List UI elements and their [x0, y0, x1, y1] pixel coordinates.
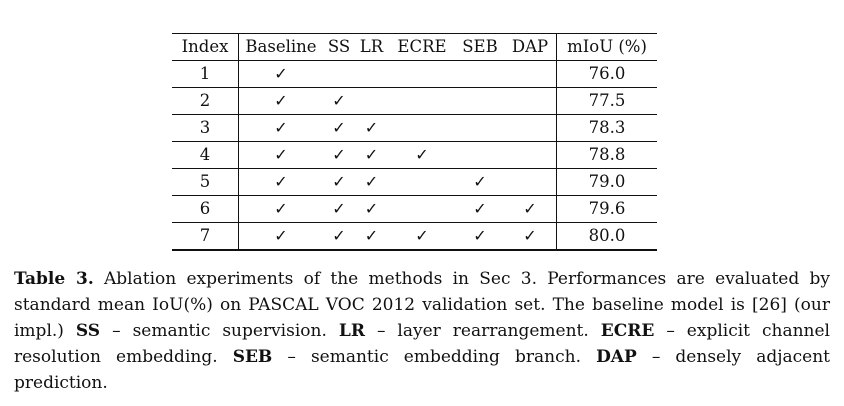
- cell-ss-check: ✓: [323, 115, 355, 142]
- header-ss: SS: [323, 34, 355, 61]
- cell-lr-check: ✓: [355, 169, 388, 196]
- cell-lr-check: ✓: [355, 142, 388, 169]
- header-dap: DAP: [504, 34, 557, 61]
- cell-baseline-check: ✓: [239, 196, 324, 223]
- table-row: [172, 142, 657, 169]
- cell-baseline-check: ✓: [239, 88, 324, 115]
- cell-seb-check: ✓: [456, 223, 504, 251]
- cell-dap-check: [504, 61, 557, 88]
- cell-miou: 79.6: [557, 196, 658, 223]
- table-row: [172, 115, 657, 142]
- cell-index: 5: [172, 169, 239, 196]
- ablation-table-container: [172, 33, 657, 251]
- ablation-table: [172, 33, 657, 251]
- cell-seb-check: [456, 61, 504, 88]
- cell-baseline-check: ✓: [239, 61, 324, 88]
- cell-miou: 78.8: [557, 142, 658, 169]
- cell-ecre-check: ✓: [388, 142, 456, 169]
- cell-index: 4: [172, 142, 239, 169]
- cell-ecre-check: ✓: [388, 223, 456, 251]
- cell-dap-check: ✓: [504, 196, 557, 223]
- table-row: [172, 88, 657, 115]
- cell-index: 2: [172, 88, 239, 115]
- cell-baseline-check: ✓: [239, 142, 324, 169]
- cell-miou: 80.0: [557, 223, 658, 251]
- cell-dap-check: [504, 169, 557, 196]
- cell-index: 7: [172, 223, 239, 251]
- cell-seb-check: [456, 115, 504, 142]
- cell-seb-check: [456, 142, 504, 169]
- cell-ecre-check: [388, 88, 456, 115]
- cell-miou: 77.5: [557, 88, 658, 115]
- cell-index: 3: [172, 115, 239, 142]
- cell-miou: 76.0: [557, 61, 658, 88]
- header-ecre: ECRE: [388, 34, 456, 61]
- caption-seb-definition: – semantic embedding branch.: [272, 347, 597, 367]
- cell-ss-check: ✓: [323, 88, 355, 115]
- caption-ecre-definition: – explicit channel resolution embedding.: [14, 321, 830, 367]
- table-row: [172, 61, 657, 88]
- caption-dap-definition: – densely adjacent prediction.: [14, 347, 830, 393]
- cell-lr-check: [355, 88, 388, 115]
- caption-lr-definition: – layer rearrangement.: [364, 321, 601, 341]
- cell-miou: 78.3: [557, 115, 658, 142]
- cell-dap-check: ✓: [504, 223, 557, 251]
- cell-baseline-check: ✓: [239, 115, 324, 142]
- cell-ss-check: ✓: [323, 223, 355, 251]
- table-header-row: [172, 34, 657, 61]
- cell-dap-check: [504, 115, 557, 142]
- caption-ecre-abbr: ECRE: [600, 321, 655, 341]
- table-body: [172, 61, 657, 251]
- cell-ecre-check: [388, 196, 456, 223]
- cell-ss-check: ✓: [323, 196, 355, 223]
- caption-label: Table 3.: [14, 269, 94, 289]
- caption-lr-abbr: LR: [338, 321, 365, 341]
- cell-dap-check: [504, 88, 557, 115]
- cell-lr-check: [355, 61, 388, 88]
- header-seb: SEB: [456, 34, 504, 61]
- cell-seb-check: ✓: [456, 196, 504, 223]
- cell-ecre-check: [388, 115, 456, 142]
- cell-dap-check: [504, 142, 557, 169]
- cell-baseline-check: ✓: [239, 169, 324, 196]
- cell-index: 1: [172, 61, 239, 88]
- table-row: [172, 169, 657, 196]
- cell-lr-check: ✓: [355, 223, 388, 251]
- cell-ecre-check: [388, 61, 456, 88]
- table-row: [172, 196, 657, 223]
- cell-seb-check: ✓: [456, 169, 504, 196]
- cell-ss-check: [323, 61, 355, 88]
- table-row: [172, 223, 657, 251]
- cell-miou: 79.0: [557, 169, 658, 196]
- table-caption: [14, 266, 830, 396]
- cell-seb-check: [456, 88, 504, 115]
- cell-index: 6: [172, 196, 239, 223]
- caption-dap-abbr: DAP: [596, 347, 637, 367]
- header-miou: mIoU (%): [557, 34, 658, 61]
- cell-ecre-check: [388, 169, 456, 196]
- header-index: Index: [172, 34, 239, 61]
- header-lr: LR: [355, 34, 388, 61]
- cell-lr-check: ✓: [355, 115, 388, 142]
- cell-baseline-check: ✓: [239, 223, 324, 251]
- caption-intro-text: Ablation experiments of the methods in Sec 3. Performances are evaluated by standard mean IoU(%) on PASCAL VOC 2012 validation set. The baseline model is [26] (our impl.): [14, 269, 830, 341]
- cell-ss-check: ✓: [323, 169, 355, 196]
- caption-seb-abbr: SEB: [232, 347, 273, 367]
- cell-lr-check: ✓: [355, 196, 388, 223]
- cell-ss-check: ✓: [323, 142, 355, 169]
- caption-ss-definition: – semantic supervision.: [100, 321, 339, 341]
- header-baseline: Baseline: [239, 34, 324, 61]
- caption-ss-abbr: SS: [75, 321, 101, 341]
